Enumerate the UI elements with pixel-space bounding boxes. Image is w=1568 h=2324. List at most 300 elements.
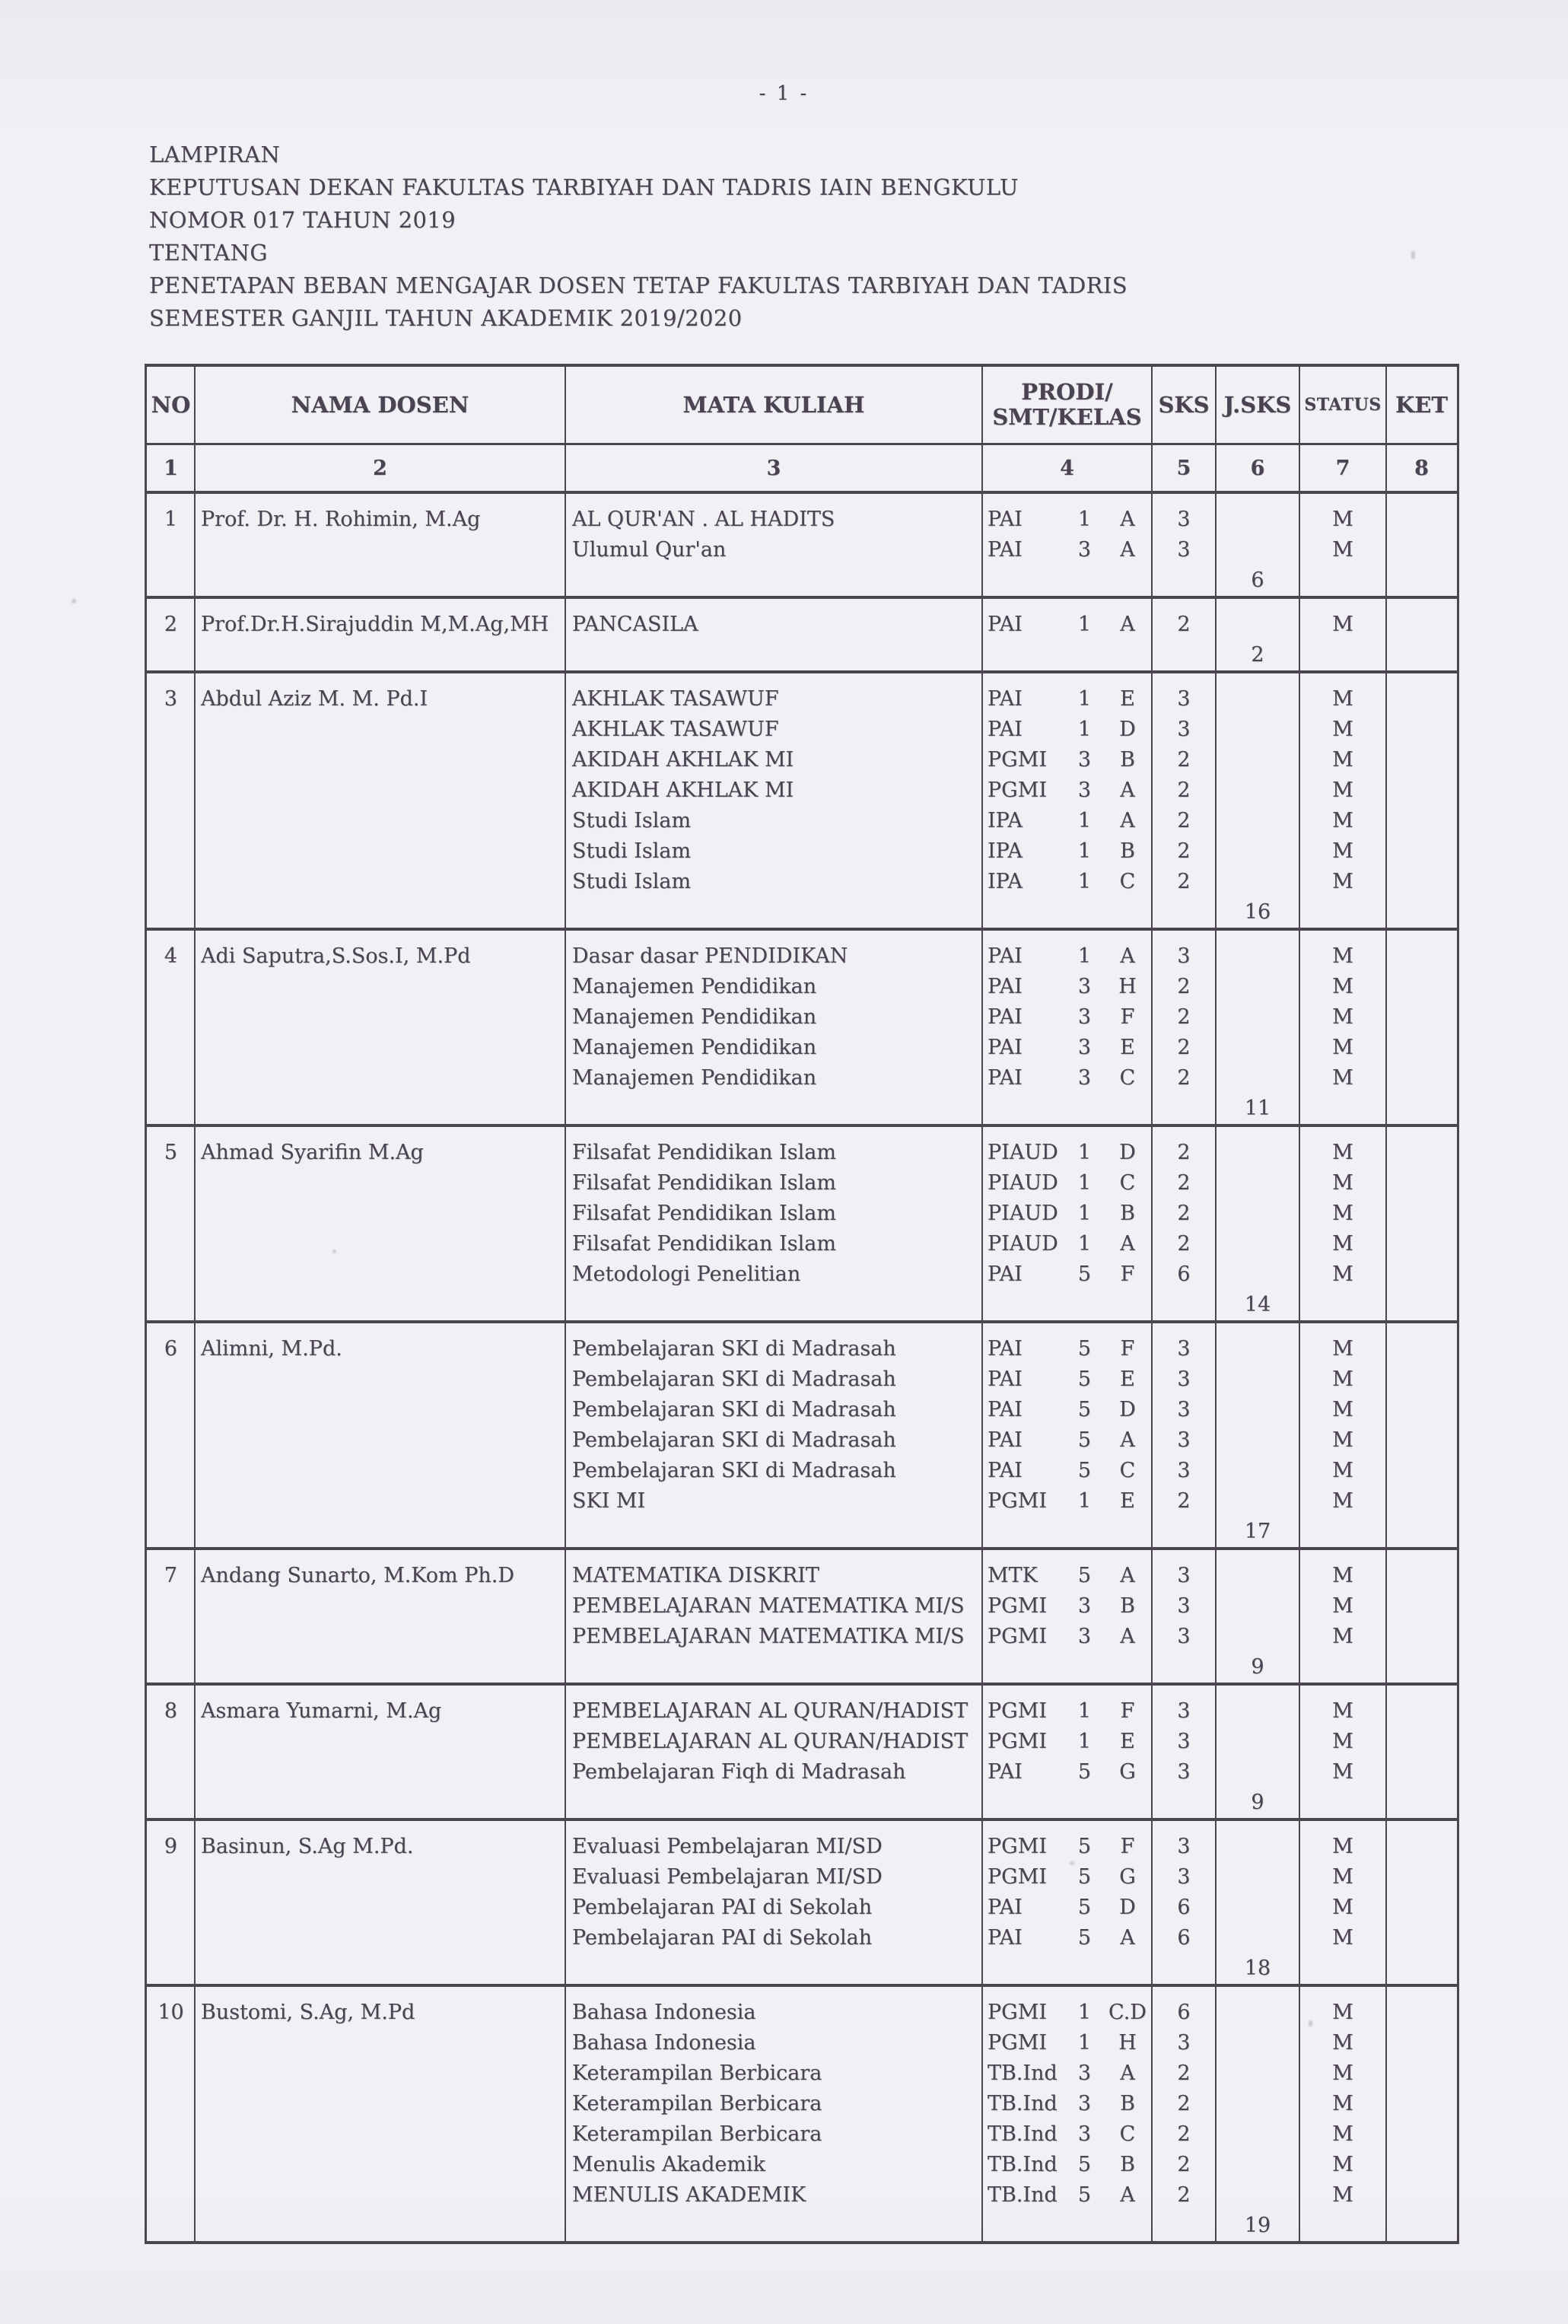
course-name-cell: Pembelajaran PAI di Sekolah — [572, 1926, 873, 1950]
ket-empty-cell — [1386, 2089, 1457, 2119]
course-name-cell: Evaluasi Pembelajaran MI/SD — [572, 1865, 883, 1889]
jsks-empty-cell — [1216, 972, 1299, 1002]
heading-lampiran: LAMPIRAN — [149, 142, 281, 167]
ket-empty-cell — [1386, 775, 1457, 806]
jsks-empty-cell — [1216, 2119, 1299, 2150]
prodi-smt-kelas-cell — [982, 745, 1152, 775]
jsks-empty-cell — [1216, 2028, 1299, 2058]
ket-empty-cell — [1386, 1622, 1457, 1652]
kelas-value: E — [1120, 687, 1135, 711]
status-value-cell: M — [1332, 870, 1353, 893]
course-name-cell: Dasar dasar PENDIDIKAN — [572, 944, 848, 968]
semester-value: 1 — [1077, 718, 1092, 741]
ket-empty-cell — [1386, 1229, 1457, 1259]
course-name-cell: PEMBELAJARAN MATEMATIKA MI/S — [572, 1594, 965, 1618]
ket-empty-cell — [1386, 1290, 1457, 1320]
status-value-cell: M — [1332, 2031, 1353, 2055]
semester-value: 5 — [1077, 1459, 1092, 1482]
kelas-value: E — [1120, 1730, 1135, 1753]
ket-empty-cell — [1386, 1652, 1457, 1683]
status-value-cell: M — [1332, 839, 1353, 863]
prodi-smt-kelas-cell — [982, 1395, 1152, 1425]
course-name-cell: AKHLAK TASAWUF — [572, 687, 779, 711]
lecturer-name-cell: Basinun, S.Ag M.Pd. — [201, 1835, 414, 1858]
heading-nomor: NOMOR 017 TAHUN 2019 — [149, 207, 456, 233]
ket-empty-cell — [1386, 1364, 1457, 1395]
ket-empty-cell — [1386, 2180, 1457, 2211]
sks-value-cell: 2 — [1177, 1036, 1191, 1059]
jsks-empty-cell — [1216, 1063, 1299, 1094]
semester-value: 1 — [1077, 1232, 1092, 1256]
prodi-smt-kelas-cell — [982, 1002, 1152, 1033]
column-number: 7 — [1335, 456, 1350, 480]
prodi-smt-kelas-cell — [982, 1561, 1152, 1591]
course-name-cell — [565, 1788, 982, 1818]
ket-empty-cell — [1386, 1757, 1457, 1788]
ket-empty-cell — [1386, 1425, 1457, 1456]
course-name-cell: Manajemen Pendidikan — [572, 975, 817, 998]
table-row — [147, 1821, 1457, 1987]
kelas-value: C.D — [1108, 2001, 1147, 2024]
column-rule — [565, 1550, 566, 1683]
status-value-cell: M — [1332, 2153, 1353, 2176]
lecturer-name-cell: Abdul Aziz M. M. Pd.I — [201, 687, 428, 711]
status-value-cell: M — [1332, 1367, 1353, 1391]
jsks-empty-cell — [1216, 1425, 1299, 1456]
kelas-value: B — [1120, 748, 1135, 772]
column-rule — [1151, 445, 1153, 491]
column-header-prodi-line2: SMT/KELAS — [992, 404, 1142, 430]
semester-value: 5 — [1077, 2153, 1092, 2176]
course-name-cell: Manajemen Pendidikan — [572, 1005, 817, 1029]
prodi-smt-kelas-cell — [982, 1727, 1152, 1757]
column-rule — [981, 1686, 983, 1818]
course-name-cell: PEMBELAJARAN AL QURAN/HADIST — [572, 1699, 968, 1723]
ket-empty-cell — [1386, 2119, 1457, 2150]
column-rule — [1299, 1686, 1300, 1818]
beban-mengajar-table — [145, 364, 1459, 2244]
course-name-cell: Studi Islam — [572, 839, 692, 863]
ket-empty-cell — [1386, 1094, 1457, 1124]
prodi-smt-kelas-cell — [982, 1199, 1152, 1229]
semester-value: 3 — [1077, 1005, 1092, 1029]
sks-value-cell — [1152, 897, 1216, 928]
column-rule — [1299, 1550, 1300, 1683]
column-rule — [194, 931, 196, 1124]
semester-value: 1 — [1077, 1489, 1092, 1513]
lecturer-name-cell: Bustomi, S.Ag, M.Pd — [201, 2001, 415, 2024]
table-row — [147, 1987, 1457, 2244]
kelas-value: A — [1120, 809, 1135, 833]
document-heading — [149, 138, 1127, 335]
course-name-cell — [565, 897, 982, 928]
prodi-value: PAI — [988, 508, 1023, 531]
kelas-value: C — [1119, 1171, 1136, 1195]
ket-empty-cell — [1386, 1168, 1457, 1199]
column-rule — [1151, 1323, 1153, 1547]
kelas-value: B — [1120, 2153, 1135, 2176]
column-rule — [1385, 1821, 1387, 1984]
column-rule — [981, 1127, 983, 1320]
jsks-empty-cell — [1216, 1757, 1299, 1788]
course-name-cell: Filsafat Pendidikan Islam — [572, 1232, 836, 1256]
prodi-smt-kelas-cell — [982, 1622, 1152, 1652]
semester-value: 1 — [1077, 1141, 1092, 1164]
prodi-value: PAI — [988, 1428, 1023, 1452]
jsks-empty-cell — [1216, 1334, 1299, 1364]
sks-value-cell: 2 — [1177, 809, 1191, 833]
heading-penetapan: PENETAPAN BEBAN MENGAJAR DOSEN TETAP FAKULTAS TARBIYAH DAN TADRIS — [149, 272, 1128, 298]
ket-empty-cell — [1386, 1561, 1457, 1591]
sks-value-cell — [1152, 1953, 1216, 1984]
ket-empty-cell — [1386, 745, 1457, 775]
table-row — [147, 673, 1457, 931]
semester-value: 1 — [1077, 508, 1092, 531]
prodi-smt-kelas-cell — [982, 775, 1152, 806]
sks-value-cell — [1152, 1652, 1216, 1683]
course-name-cell: PEMBELAJARAN AL QURAN/HADIST — [572, 1730, 968, 1753]
column-rule — [194, 599, 196, 670]
column-rule — [1215, 494, 1217, 596]
status-value-cell — [1299, 1788, 1386, 1818]
column-number: 3 — [766, 456, 781, 480]
prodi-value: TB.Ind — [988, 2153, 1058, 2176]
sks-value-cell — [1152, 1517, 1216, 1547]
sks-value-cell: 3 — [1177, 1699, 1191, 1723]
ket-empty-cell — [1386, 1923, 1457, 1953]
course-name-cell — [565, 1094, 982, 1124]
ket-empty-cell — [1386, 1953, 1457, 1984]
kelas-value: A — [1120, 2183, 1135, 2207]
column-rule — [1151, 1821, 1153, 1984]
sks-value-cell: 3 — [1177, 1564, 1191, 1587]
prodi-value: PAI — [988, 1262, 1023, 1286]
jsks-total-cell: 18 — [1244, 1956, 1271, 1980]
column-header-prodi-line1: PRODI/ — [1021, 379, 1113, 405]
jsks-empty-cell — [1216, 1862, 1299, 1893]
sks-value-cell: 3 — [1177, 1459, 1191, 1482]
ket-empty-cell — [1386, 715, 1457, 745]
prodi-value: IPA — [988, 839, 1023, 863]
column-header-jsks: J.SKS — [1223, 392, 1292, 418]
column-number: 5 — [1176, 456, 1191, 480]
semester-value: 1 — [1077, 1171, 1092, 1195]
prodi-smt-kelas-cell — [982, 1923, 1152, 1953]
prodi-smt-kelas-cell — [982, 1486, 1152, 1517]
prodi-value: PGMI — [988, 1489, 1048, 1513]
jsks-empty-cell — [1216, 836, 1299, 867]
column-rule — [1151, 1550, 1153, 1683]
column-header-nama-dosen: NAMA DOSEN — [291, 392, 469, 418]
course-name-cell: Keterampilan Berbicara — [572, 2092, 822, 2115]
course-name-cell: Filsafat Pendidikan Islam — [572, 1171, 836, 1195]
column-rule — [565, 673, 566, 928]
semester-value: 5 — [1077, 1428, 1092, 1452]
status-value-cell — [1299, 565, 1386, 596]
prodi-value: PAI — [988, 718, 1023, 741]
kelas-value: D — [1119, 718, 1136, 741]
prodi-smt-kelas-cell — [982, 684, 1152, 715]
semester-value: 3 — [1077, 1594, 1092, 1618]
status-value-cell: M — [1332, 1005, 1353, 1029]
prodi-smt-kelas-cell — [982, 2089, 1152, 2119]
kelas-value: A — [1120, 1564, 1135, 1587]
column-rule — [565, 445, 566, 491]
jsks-total-cell: 9 — [1251, 1655, 1264, 1679]
heading-tentang: TENTANG — [149, 240, 268, 266]
jsks-empty-cell — [1216, 1168, 1299, 1199]
prodi-smt-kelas-cell — [982, 1998, 1152, 2028]
scan-speck — [1070, 1861, 1074, 1865]
status-value-cell: M — [1332, 778, 1353, 802]
sks-value-cell — [1152, 640, 1216, 670]
column-number: 8 — [1414, 456, 1429, 480]
prodi-smt-kelas-cell — [982, 1033, 1152, 1063]
prodi-value: IPA — [988, 870, 1023, 893]
row-number-cell: 5 — [164, 1141, 178, 1164]
column-rule — [194, 1686, 196, 1818]
status-value-cell: M — [1332, 1459, 1353, 1482]
sks-value-cell — [1152, 1788, 1216, 1818]
column-number: 4 — [1060, 456, 1074, 480]
semester-value: 3 — [1077, 1066, 1092, 1090]
prodi-smt-kelas-cell — [982, 1094, 1152, 1124]
column-rule — [1215, 673, 1217, 928]
ket-empty-cell — [1386, 1063, 1457, 1094]
row-number-cell: 8 — [164, 1699, 178, 1723]
prodi-smt-kelas-cell — [982, 610, 1152, 640]
prodi-value: IPA — [988, 809, 1023, 833]
status-value-cell: M — [1332, 718, 1353, 741]
semester-value: 5 — [1077, 1835, 1092, 1858]
status-value-cell: M — [1332, 975, 1353, 998]
column-rule — [1215, 1821, 1217, 1984]
prodi-value: PGMI — [988, 1865, 1048, 1889]
course-name-cell: AKHLAK TASAWUF — [572, 718, 779, 741]
ket-empty-cell — [1386, 2211, 1457, 2241]
prodi-value: PIAUD — [988, 1141, 1058, 1164]
ket-empty-cell — [1386, 640, 1457, 670]
ket-empty-cell — [1386, 1138, 1457, 1168]
column-header-prodi-smt-kelas — [982, 380, 1152, 430]
column-rule — [981, 367, 983, 443]
column-rule — [194, 445, 196, 491]
semester-value: 1 — [1077, 613, 1092, 636]
sks-value-cell: 3 — [1177, 1760, 1191, 1784]
kelas-value: F — [1120, 1005, 1135, 1029]
sks-value-cell: 2 — [1177, 839, 1191, 863]
prodi-value: PIAUD — [988, 1171, 1058, 1195]
prodi-value: PAI — [988, 975, 1023, 998]
prodi-value: TB.Ind — [988, 2061, 1058, 2085]
jsks-empty-cell — [1216, 684, 1299, 715]
column-rule — [1299, 1127, 1300, 1320]
ket-empty-cell — [1386, 1002, 1457, 1033]
table-row — [147, 931, 1457, 1127]
semester-value: 5 — [1077, 1926, 1092, 1950]
prodi-smt-kelas-cell — [982, 1229, 1152, 1259]
semester-value: 5 — [1077, 1896, 1092, 1919]
kelas-value: A — [1120, 538, 1135, 562]
jsks-empty-cell — [1216, 806, 1299, 836]
jsks-total-cell: 16 — [1244, 900, 1271, 924]
column-number: 6 — [1250, 456, 1265, 480]
status-value-cell: M — [1332, 1699, 1353, 1723]
sks-value-cell — [1152, 1094, 1216, 1124]
semester-value: 3 — [1077, 2092, 1092, 2115]
column-rule — [1385, 1686, 1387, 1818]
kelas-value: H — [1118, 2031, 1137, 2055]
status-value-cell: M — [1332, 1865, 1353, 1889]
column-rule — [1299, 445, 1300, 491]
prodi-value: PGMI — [988, 1835, 1048, 1858]
status-value-cell: M — [1332, 1896, 1353, 1919]
ket-empty-cell — [1386, 897, 1457, 928]
scan-speck — [332, 1250, 336, 1253]
prodi-smt-kelas-cell — [982, 1168, 1152, 1199]
column-rule — [1385, 1550, 1387, 1683]
course-name-cell: Pembelajaran SKI di Madrasah — [572, 1367, 896, 1391]
prodi-smt-kelas-cell — [982, 1862, 1152, 1893]
semester-value: 5 — [1077, 1564, 1092, 1587]
kelas-value: B — [1120, 1594, 1135, 1618]
column-rule — [981, 1987, 983, 2241]
prodi-value: PAI — [988, 687, 1023, 711]
prodi-smt-kelas-cell — [982, 535, 1152, 565]
course-name-cell — [565, 640, 982, 670]
status-value-cell — [1299, 2211, 1386, 2241]
column-rule — [981, 1323, 983, 1547]
kelas-value: A — [1120, 944, 1135, 968]
column-rule — [1299, 494, 1300, 596]
jsks-total-cell: 2 — [1251, 643, 1264, 667]
prodi-smt-kelas-cell — [982, 2058, 1152, 2089]
prodi-value: PAI — [988, 1367, 1023, 1391]
course-name-cell — [565, 1953, 982, 1984]
course-name-cell: Manajemen Pendidikan — [572, 1066, 817, 1090]
jsks-empty-cell — [1216, 1259, 1299, 1290]
column-rule — [1151, 367, 1153, 443]
kelas-value: G — [1119, 1865, 1136, 1889]
prodi-value: PGMI — [988, 1594, 1048, 1618]
column-rule — [1151, 1987, 1153, 2241]
kelas-value: F — [1120, 1337, 1135, 1361]
semester-value: 3 — [1077, 778, 1092, 802]
ket-empty-cell — [1386, 1862, 1457, 1893]
column-rule — [981, 673, 983, 928]
column-rule — [1215, 1127, 1217, 1320]
sks-value-cell: 2 — [1177, 1005, 1191, 1029]
row-number-cell: 6 — [164, 1337, 178, 1361]
column-rule — [1151, 494, 1153, 596]
ket-empty-cell — [1386, 2058, 1457, 2089]
table-header-row — [147, 367, 1457, 445]
jsks-total-cell: 14 — [1244, 1293, 1271, 1316]
prodi-value: PAI — [988, 1005, 1023, 1029]
sks-value-cell: 6 — [1177, 1262, 1191, 1286]
column-rule — [1151, 599, 1153, 670]
course-name-cell: Pembelajaran SKI di Madrasah — [572, 1398, 896, 1421]
jsks-empty-cell — [1216, 1229, 1299, 1259]
sks-value-cell: 2 — [1177, 1232, 1191, 1256]
ket-empty-cell — [1386, 1334, 1457, 1364]
status-value-cell: M — [1332, 1730, 1353, 1753]
course-name-cell: Pembelajaran SKI di Madrasah — [572, 1459, 896, 1482]
prodi-value: PAI — [988, 1337, 1023, 1361]
column-rule — [1215, 367, 1217, 443]
status-value-cell: M — [1332, 1835, 1353, 1858]
ket-empty-cell — [1386, 1199, 1457, 1229]
course-name-cell: Menulis Akademik — [572, 2153, 765, 2176]
kelas-value: A — [1120, 2061, 1135, 2085]
course-name-cell — [565, 1652, 982, 1683]
column-rule — [565, 931, 566, 1124]
column-rule — [1385, 1987, 1387, 2241]
column-rule — [1215, 445, 1217, 491]
status-value-cell — [1299, 1094, 1386, 1124]
column-header-no: NO — [151, 392, 191, 418]
prodi-smt-kelas-cell — [982, 1953, 1152, 1984]
sks-value-cell: 6 — [1177, 2001, 1191, 2024]
lecturer-name-cell: Prof. Dr. H. Rohimin, M.Ag — [201, 508, 481, 531]
prodi-smt-kelas-cell — [982, 1788, 1152, 1818]
kelas-value: F — [1120, 1262, 1135, 1286]
course-name-cell: Ulumul Qur'an — [572, 538, 727, 562]
course-name-cell: MENULIS AKADEMIK — [572, 2183, 806, 2207]
column-rule — [1215, 1323, 1217, 1547]
column-header-ket: KET — [1395, 392, 1448, 418]
course-name-cell: MATEMATIKA DISKRIT — [572, 1564, 819, 1587]
column-header-sks: SKS — [1158, 392, 1210, 418]
jsks-empty-cell — [1216, 1893, 1299, 1923]
semester-value: 3 — [1077, 538, 1092, 562]
ket-empty-cell — [1386, 2150, 1457, 2180]
column-rule — [1385, 1323, 1387, 1547]
semester-value: 1 — [1077, 1730, 1092, 1753]
status-value-cell: M — [1332, 1066, 1353, 1090]
semester-value: 5 — [1077, 1337, 1092, 1361]
lecturer-name-cell: Prof.Dr.H.Sirajuddin M,M.Ag,MH — [201, 613, 549, 636]
page-number: - 1 - — [759, 82, 809, 105]
prodi-value: PGMI — [988, 1730, 1048, 1753]
kelas-value: F — [1120, 1835, 1135, 1858]
status-value-cell: M — [1332, 748, 1353, 772]
column-rule — [1151, 931, 1153, 1124]
jsks-empty-cell — [1216, 1727, 1299, 1757]
column-rule — [194, 1821, 196, 1984]
prodi-smt-kelas-cell — [982, 505, 1152, 535]
ket-empty-cell — [1386, 941, 1457, 972]
kelas-value: C — [1119, 870, 1136, 893]
semester-value: 5 — [1077, 2183, 1092, 2207]
column-rule — [194, 1550, 196, 1683]
prodi-smt-kelas-cell — [982, 1652, 1152, 1683]
kelas-value: E — [1120, 1036, 1135, 1059]
status-value-cell: M — [1332, 809, 1353, 833]
jsks-empty-cell — [1216, 1002, 1299, 1033]
column-rule — [565, 1987, 566, 2241]
sks-value-cell: 3 — [1177, 538, 1191, 562]
kelas-value: A — [1120, 778, 1135, 802]
prodi-value: PGMI — [988, 1625, 1048, 1648]
prodi-value: PAI — [988, 1459, 1023, 1482]
sks-value-cell: 3 — [1177, 718, 1191, 741]
semester-value: 3 — [1077, 2122, 1092, 2146]
status-value-cell — [1299, 1953, 1386, 1984]
kelas-value: A — [1120, 508, 1135, 531]
kelas-value: H — [1118, 975, 1137, 998]
column-rule — [981, 494, 983, 596]
